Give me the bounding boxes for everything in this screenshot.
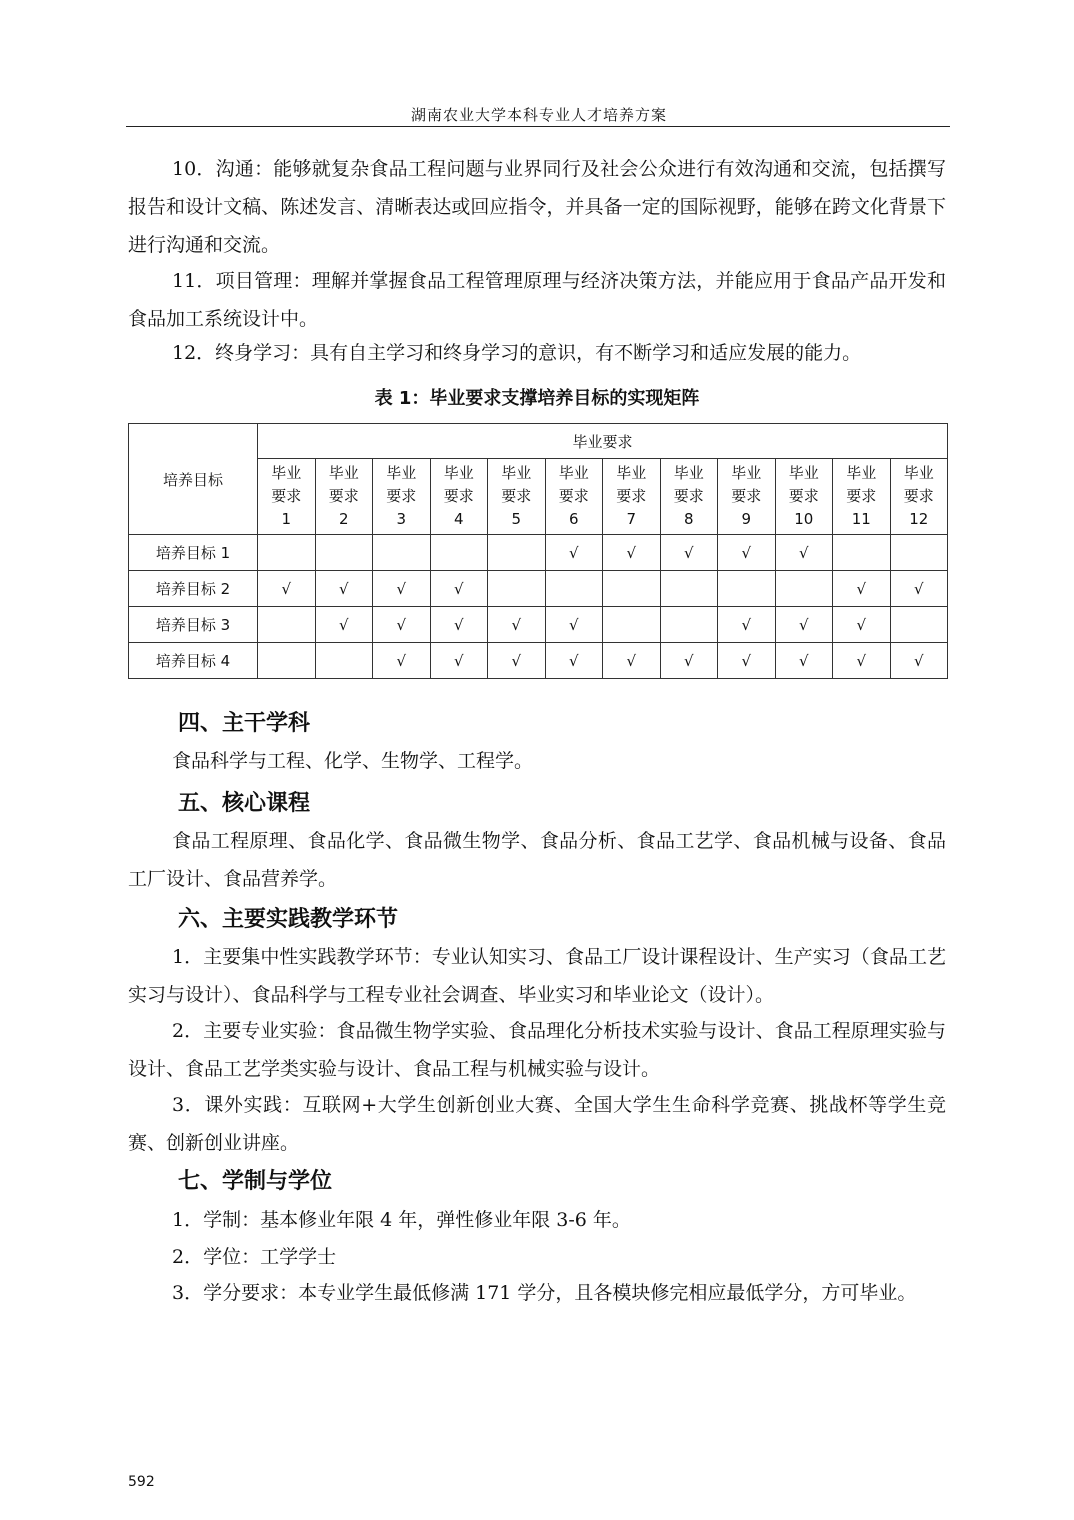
matrix-cell: √ xyxy=(890,643,948,679)
requirement-header-5 xyxy=(488,459,546,535)
requirement-number: 5 xyxy=(511,510,522,528)
requirement-label-line2: 要求 xyxy=(731,487,762,505)
requirement-number: 9 xyxy=(741,510,752,528)
matrix-cell xyxy=(488,535,546,571)
requirement-label-line1: 毕业 xyxy=(443,464,474,482)
section-4-text: 食品科学与工程、化学、生物学、工程学。 xyxy=(172,750,534,772)
header-divider xyxy=(126,126,950,127)
requirement-label-line1: 毕业 xyxy=(903,464,934,482)
matrix-cell xyxy=(258,607,316,643)
section-7-title: 七、学制与学位 xyxy=(178,1169,333,1194)
matrix-cell: √ xyxy=(430,607,488,643)
section-5-text: 食品工程原理、食品化学、食品微生物学、食品分析、食品工艺学、食品机械与设备、食品工厂设计、食品营养学。 xyxy=(128,830,946,890)
matrix-cell xyxy=(315,643,373,679)
requirement-header-11 xyxy=(833,459,891,535)
matrix-cell: √ xyxy=(430,571,488,607)
requirement-label-line1: 毕业 xyxy=(558,464,589,482)
section-4-title: 四、主干学科 xyxy=(178,711,311,736)
requirement-label-line1: 毕业 xyxy=(386,464,417,482)
matrix-cell: √ xyxy=(833,607,891,643)
matrix-cell xyxy=(718,571,776,607)
matrix-cell xyxy=(833,535,891,571)
matrix-cell: √ xyxy=(315,571,373,607)
requirement-number: 12 xyxy=(909,510,929,528)
requirement-10-paragraph: 10．沟通：能够就复杂食品工程问题与业界同行及社会公众进行有效沟通和交流，包括撰写报告和设计文稿、陈述发言、清晰表达或回应指令，并具备一定的国际视野，能够在跨文化背景下进行沟通和交流。 xyxy=(128,158,946,256)
requirement-label-line2: 要求 xyxy=(271,487,302,505)
matrix-cell: √ xyxy=(488,607,546,643)
requirement-header-6 xyxy=(545,459,603,535)
matrix-cell: √ xyxy=(890,571,948,607)
requirement-label-line1: 毕业 xyxy=(616,464,647,482)
matrix-cell xyxy=(890,535,948,571)
matrix-cell xyxy=(660,571,718,607)
matrix-cell xyxy=(258,643,316,679)
matrix-cell: √ xyxy=(373,571,431,607)
matrix-cell xyxy=(315,535,373,571)
requirement-header-12 xyxy=(890,459,948,535)
group-header-cell: 毕业要求 xyxy=(258,424,948,459)
requirement-label-line2: 要求 xyxy=(616,487,647,505)
requirement-label-line2: 要求 xyxy=(788,487,819,505)
table-row xyxy=(129,571,948,607)
objective-label-cell: 培养目标 2 xyxy=(129,571,258,607)
requirement-number: 10 xyxy=(794,510,814,528)
requirement-label-line2: 要求 xyxy=(673,487,704,505)
matrix-cell: √ xyxy=(315,607,373,643)
objective-label-cell: 培养目标 4 xyxy=(129,643,258,679)
matrix-cell: √ xyxy=(545,643,603,679)
section-7-item-2: 2．学位：工学学士 xyxy=(172,1246,337,1268)
page-number: 592 xyxy=(128,1474,155,1490)
objective-label-cell: 培养目标 3 xyxy=(129,607,258,643)
table-row xyxy=(129,643,948,679)
requirement-label-line2: 要求 xyxy=(328,487,359,505)
matrix-cell: √ xyxy=(545,607,603,643)
row-header-cell: 培养目标 xyxy=(129,424,258,535)
requirement-label-line1: 毕业 xyxy=(501,464,532,482)
requirement-label-line1: 毕业 xyxy=(673,464,704,482)
section-5-title: 五、核心课程 xyxy=(178,791,311,816)
matrix-cell: √ xyxy=(258,571,316,607)
matrix-cell: √ xyxy=(775,643,833,679)
requirement-number: 6 xyxy=(568,510,579,528)
requirement-label-line1: 毕业 xyxy=(271,464,302,482)
matrix-cell xyxy=(603,571,661,607)
section-6-item-1: 1．主要集中性实践教学环节：专业认知实习、食品工厂设计课程设计、生产实习（食品工艺实习与设计）、食品科学与工程专业社会调查、毕业实习和毕业论文（设计）。 xyxy=(128,946,946,1006)
matrix-cell: √ xyxy=(833,643,891,679)
objective-label-cell: 培养目标 1 xyxy=(129,535,258,571)
matrix-cell xyxy=(545,571,603,607)
section-6-item-2: 2．主要专业实验：食品微生物学实验、食品理化分析技术实验与设计、食品工程原理实验与设计、食品工艺学类实验与设计、食品工程与机械实验与设计。 xyxy=(128,1020,946,1080)
matrix-cell xyxy=(258,535,316,571)
requirement-header-10 xyxy=(775,459,833,535)
section-6-title: 六、主要实践教学环节 xyxy=(178,907,399,932)
requirement-label-line2: 要求 xyxy=(501,487,532,505)
requirement-header-4 xyxy=(430,459,488,535)
requirement-label-line1: 毕业 xyxy=(731,464,762,482)
matrix-cell: √ xyxy=(718,607,776,643)
matrix-cell: √ xyxy=(603,535,661,571)
matrix-cell: √ xyxy=(718,535,776,571)
requirement-number: 11 xyxy=(851,510,871,528)
matrix-cell: √ xyxy=(718,643,776,679)
matrix-cell: √ xyxy=(775,535,833,571)
requirement-number: 8 xyxy=(683,510,694,528)
matrix-cell: √ xyxy=(430,643,488,679)
matrix-cell xyxy=(373,535,431,571)
matrix-cell xyxy=(488,571,546,607)
requirement-12-paragraph: 12．终身学习：具有自主学习和终身学习的意识，有不断学习和适应发展的能力。 xyxy=(172,342,862,364)
table-caption: 表 1：毕业要求支撑培养目标的实现矩阵 xyxy=(374,388,700,409)
matrix-cell: √ xyxy=(660,643,718,679)
requirement-number: 2 xyxy=(338,510,349,528)
matrix-cell xyxy=(603,607,661,643)
matrix-cell xyxy=(775,571,833,607)
requirement-number: 7 xyxy=(626,510,637,528)
matrix-cell: √ xyxy=(660,535,718,571)
requirement-header-1 xyxy=(258,459,316,535)
matrix-cell: √ xyxy=(545,535,603,571)
table-row xyxy=(129,535,948,571)
matrix-cell xyxy=(660,607,718,643)
section-6-item-3: 3．课外实践：互联网+大学生创新创业大赛、全国大学生生命科学竞赛、挑战杯等学生竞赛、创新创业讲座。 xyxy=(128,1094,946,1154)
requirement-number: 3 xyxy=(396,510,407,528)
requirement-header-8 xyxy=(660,459,718,535)
requirement-11-paragraph: 11．项目管理：理解并掌握食品工程管理原理与经济决策方法，并能应用于食品产品开发和食品加工系统设计中。 xyxy=(128,270,946,330)
matrix-cell xyxy=(430,535,488,571)
requirement-number: 1 xyxy=(281,510,292,528)
requirement-label-line2: 要求 xyxy=(846,487,877,505)
requirement-label-line2: 要求 xyxy=(443,487,474,505)
matrix-cell: √ xyxy=(373,607,431,643)
requirement-label-line1: 毕业 xyxy=(788,464,819,482)
matrix-cell: √ xyxy=(488,643,546,679)
requirement-header-3 xyxy=(373,459,431,535)
requirement-header-7 xyxy=(603,459,661,535)
requirement-label-line2: 要求 xyxy=(558,487,589,505)
requirement-header-9 xyxy=(718,459,776,535)
requirement-header-2 xyxy=(315,459,373,535)
matrix-cell: √ xyxy=(833,571,891,607)
matrix-cell: √ xyxy=(373,643,431,679)
support-matrix-table xyxy=(128,423,948,679)
requirement-number: 4 xyxy=(453,510,464,528)
requirement-label-line2: 要求 xyxy=(386,487,417,505)
requirement-label-line1: 毕业 xyxy=(846,464,877,482)
requirement-label-line1: 毕业 xyxy=(328,464,359,482)
requirement-label-line2: 要求 xyxy=(903,487,934,505)
matrix-body xyxy=(129,535,948,679)
matrix-cell xyxy=(890,607,948,643)
table-row xyxy=(129,607,948,643)
section-7-item-3: 3．学分要求：本专业学生最低修满 171 学分，且各模块修完相应最低学分，方可毕业。 xyxy=(172,1282,917,1304)
section-7-item-1: 1．学制：基本修业年限 4 年，弹性修业年限 3-6 年。 xyxy=(172,1209,631,1231)
page-header: 湖南农业大学本科专业人才培养方案 xyxy=(410,106,667,124)
matrix-cell: √ xyxy=(603,643,661,679)
matrix-cell: √ xyxy=(775,607,833,643)
